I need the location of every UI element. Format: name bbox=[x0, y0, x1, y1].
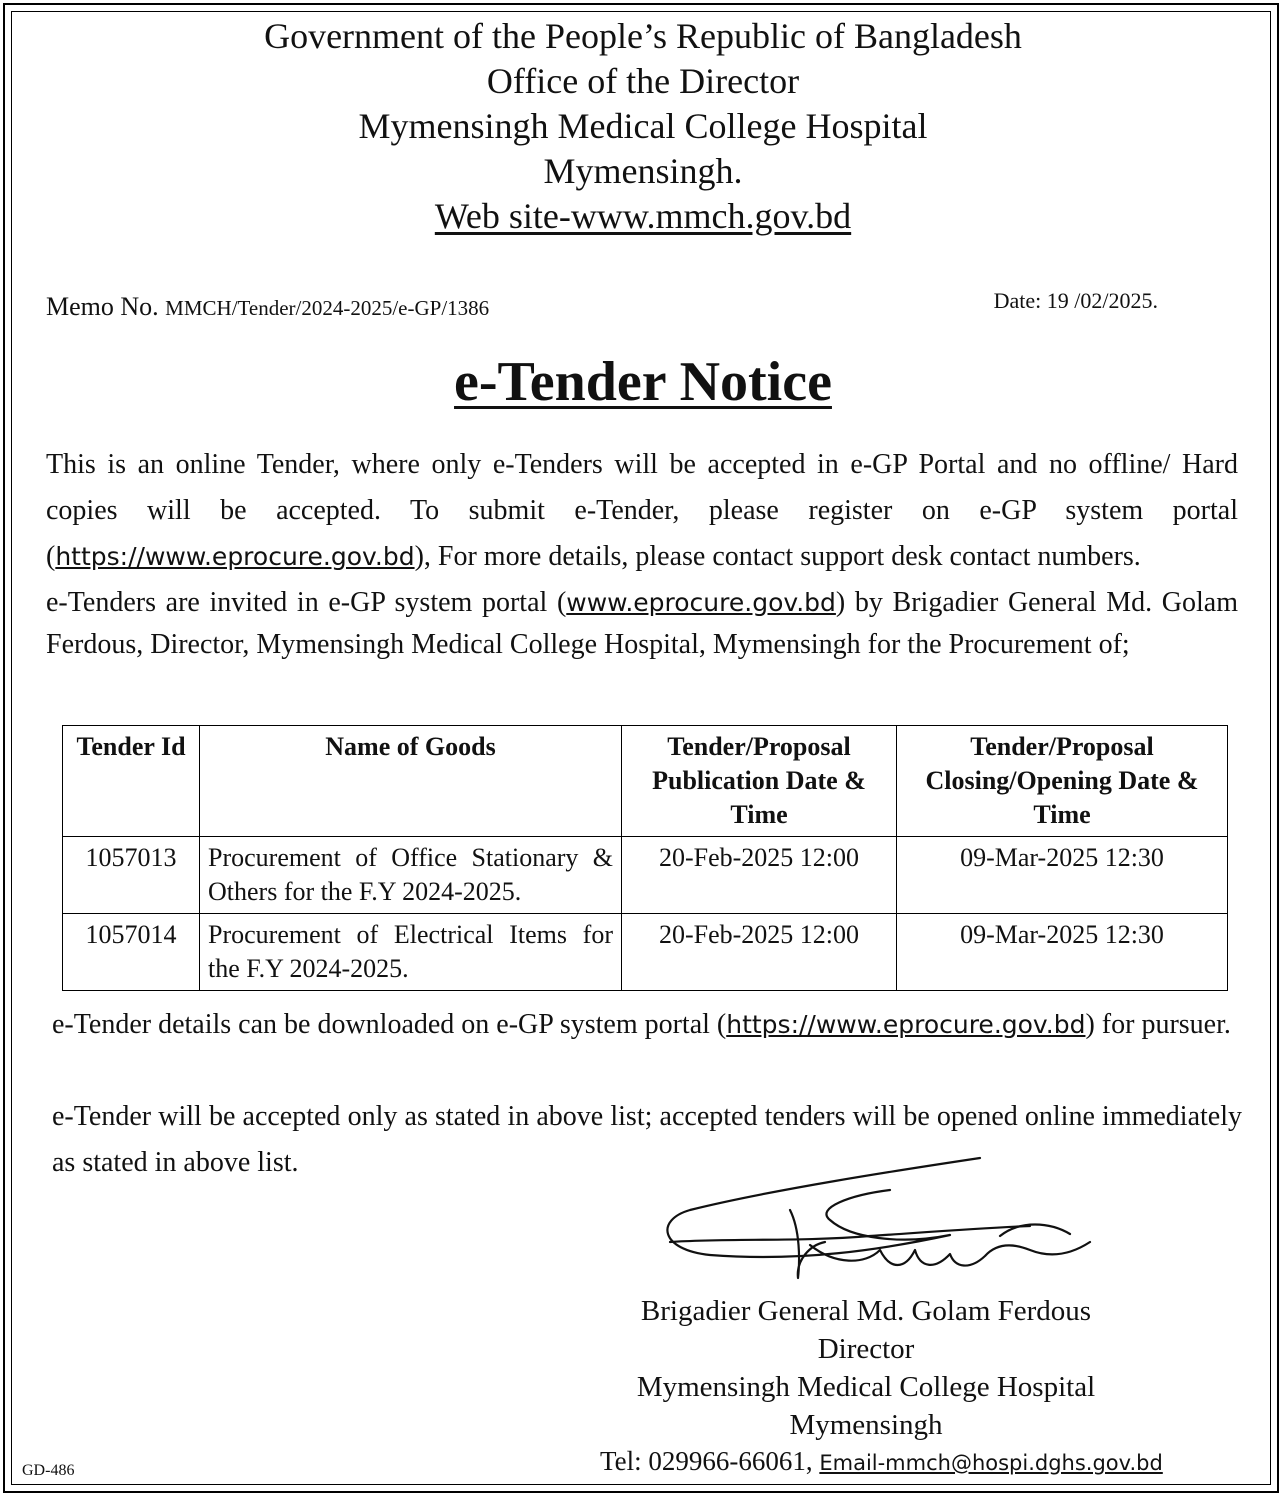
header-government: Government of the People’s Republic of Bangladesh bbox=[264, 16, 1022, 56]
tender-table bbox=[62, 725, 1228, 991]
publication-date-cell: 20-Feb-2025 12:00 bbox=[622, 837, 897, 914]
memo-label: Memo No. bbox=[46, 292, 166, 321]
memo-line bbox=[46, 292, 489, 322]
table-row bbox=[63, 837, 1228, 914]
intro-paragraph bbox=[46, 442, 1238, 580]
details-link[interactable]: https://www.eprocure.gov.bd bbox=[726, 1010, 1086, 1039]
tender-id-cell: 1057014 bbox=[63, 914, 200, 991]
closing-date-cell: 09-Mar-2025 12:30 bbox=[897, 914, 1228, 991]
publication-date-cell: 20-Feb-2025 12:00 bbox=[622, 914, 897, 991]
director-signature bbox=[650, 1150, 1130, 1290]
invitation-paragraph bbox=[46, 582, 1238, 666]
header-hospital: Mymensingh Medical College Hospital bbox=[358, 106, 928, 146]
contact-line bbox=[600, 1446, 1163, 1477]
gd-code: GD-486 bbox=[22, 1462, 75, 1479]
intro-link[interactable]: https://www.eprocure.gov.bd bbox=[55, 542, 415, 571]
letterhead bbox=[0, 14, 1286, 239]
signatory-designation: Director bbox=[817, 1333, 915, 1365]
invitation-text-2: ) by Brigadier General Md. Golam Ferdous, Director, Mymensingh Medical College Hospital, Mymensingh for the Procurement of; bbox=[46, 587, 1238, 660]
signatory-block bbox=[560, 1292, 1172, 1444]
header-website: Web site-www.mmch.gov.bd bbox=[434, 196, 852, 236]
header-publication-date: Tender/Proposal Publication Date & Time bbox=[622, 726, 897, 837]
acceptance-paragraph: e-Tender will be accepted only as stated in above list; accepted tenders will be opened online immediately as stated in above list. bbox=[52, 1101, 1242, 1178]
notice-title: e-Tender Notice bbox=[454, 351, 832, 413]
signatory-office: Mymensingh Medical College Hospital bbox=[636, 1371, 1096, 1403]
contact-email[interactable]: Email-mmch@hospi.dghs.gov.bd bbox=[819, 1451, 1163, 1475]
closing-date-cell: 09-Mar-2025 12:30 bbox=[897, 837, 1228, 914]
table-header-row bbox=[63, 726, 1228, 837]
goods-cell: Procurement of Electrical Items for the F.Y 2024-2025. bbox=[200, 914, 622, 991]
tender-id-cell: 1057013 bbox=[63, 837, 200, 914]
header-name-of-goods: Name of Goods bbox=[200, 726, 622, 837]
header-tender-id: Tender Id bbox=[63, 726, 200, 837]
signatory-name: Brigadier General Md. Golam Ferdous bbox=[640, 1295, 1092, 1327]
header-office: Office of the Director bbox=[486, 61, 800, 101]
header-city: Mymensingh. bbox=[543, 151, 743, 191]
intro-text-1: This is an online Tender, where only e-Tenders will be accepted in e-GP Portal and no offline/ Hard copies will be accepted. To submit e-Tender, please register on e-GP system portal ( bbox=[46, 449, 1238, 572]
contact-tel: Tel: 029966-66061, bbox=[600, 1446, 813, 1476]
goods-cell: Procurement of Office Stationary & Others for the F.Y 2024-2025. bbox=[200, 837, 622, 914]
signatory-city: Mymensingh bbox=[789, 1409, 943, 1441]
table-row bbox=[63, 914, 1228, 991]
details-text-2: ) for pursuer. bbox=[1085, 1009, 1231, 1040]
memo-number: MMCH/Tender/2024-2025/e-GP/1386 bbox=[165, 296, 490, 320]
memo-date: Date: 19 /02/2025. bbox=[993, 288, 1158, 313]
header-closing-date: Tender/Proposal Closing/Opening Date & Time bbox=[897, 726, 1228, 837]
invitation-text-1: e-Tenders are invited in e-GP system portal ( bbox=[46, 587, 567, 618]
details-text-1: e-Tender details can be downloaded on e-GP system portal ( bbox=[52, 1009, 727, 1040]
invitation-link[interactable]: www.eprocure.gov.bd bbox=[566, 588, 836, 617]
intro-text-2: ), For more details, please contact support desk contact numbers. bbox=[414, 541, 1141, 572]
notice-title-wrap bbox=[0, 350, 1286, 414]
details-paragraph bbox=[52, 1002, 1242, 1048]
